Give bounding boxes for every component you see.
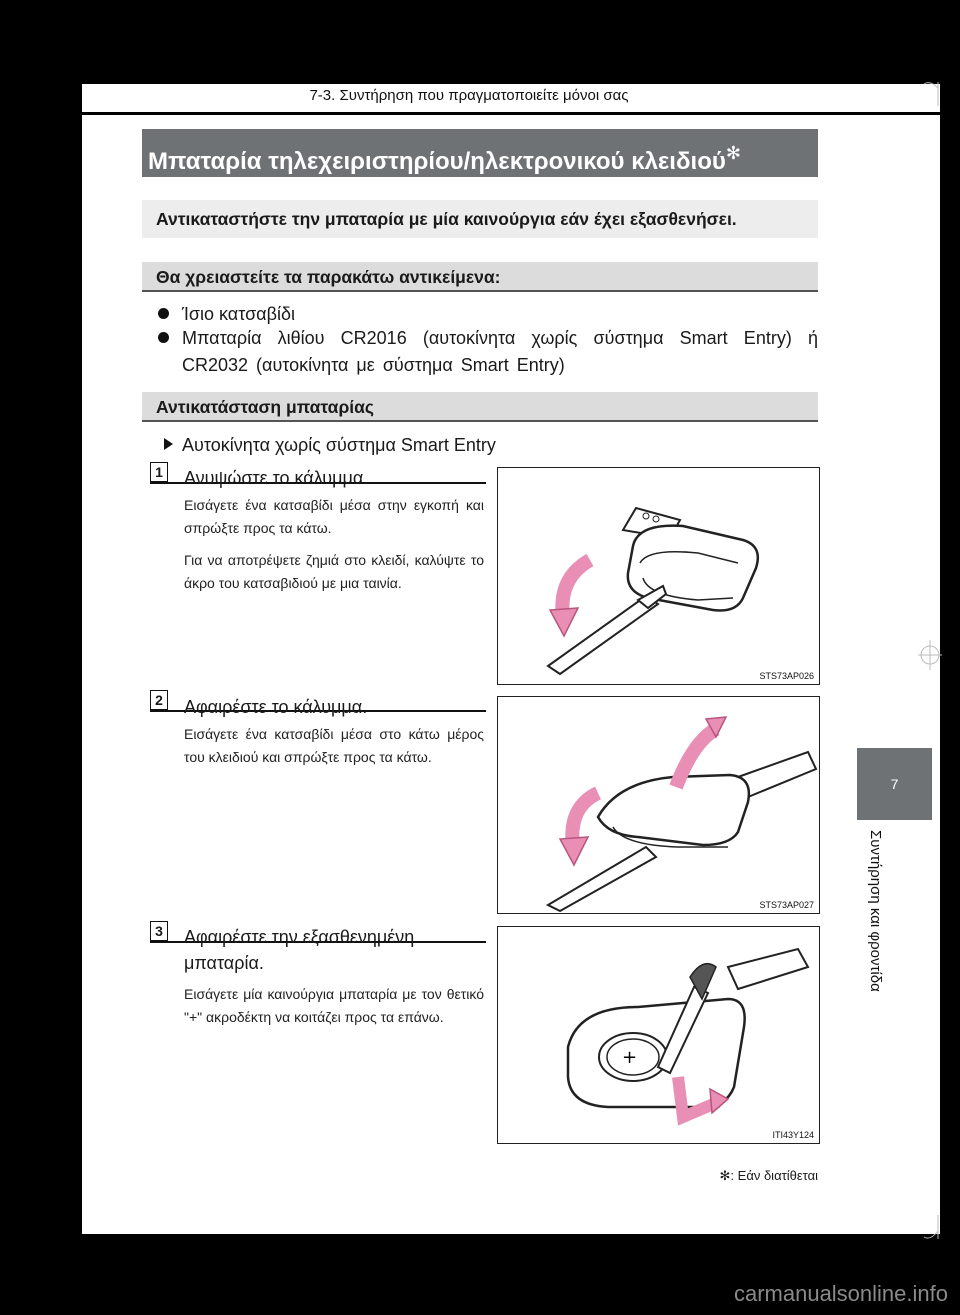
- step-description-para: Εισάγετε ένα κατσαβίδι μέσα στην εγκοπή και σπρώξτε προς τα κάτω.: [184, 497, 484, 536]
- needed-item-text: Ίσιο κατσαβίδι: [182, 304, 295, 324]
- step-title: Αφαιρέστε το κάλυμμα.: [184, 697, 368, 717]
- step-figure: [497, 696, 820, 914]
- step-number: 1: [150, 462, 168, 482]
- watermark: carmanualsonline.info: [733, 1281, 948, 1306]
- step-description: [184, 494, 484, 604]
- triangle-bullet-icon: [164, 438, 173, 450]
- step-number: 2: [150, 690, 168, 710]
- step-description-para: Για να αποτρέψετε ζημιά στο κλειδί, καλύψτε το άκρο του κατσαβιδιού με μια ταινία.: [184, 552, 484, 591]
- key-fob-cover-removal-illustration: [498, 697, 819, 913]
- replacement-heading: Αντικατάσταση μπαταρίας: [142, 392, 818, 422]
- running-head: 7-3. Συντήρηση που πραγματοποιείτε μόνοι σας: [309, 87, 629, 104]
- step-description: [184, 723, 484, 778]
- needed-item: [158, 301, 818, 328]
- figure-code: ITI43Y124: [772, 1130, 814, 1140]
- key-fob-lift-illustration: [498, 468, 819, 684]
- step-description-para: Εισάγετε ένα κατσαβίδι μέσα στο κάτω μέρος του κλειδιού και σπρώξτε προς τα κάτω.: [184, 726, 484, 765]
- crosshair-icon: [918, 640, 942, 670]
- bullet-icon: [158, 308, 169, 319]
- page-title: [142, 129, 818, 177]
- step-number: 3: [150, 921, 168, 941]
- battery-replacement-illustration: [498, 927, 819, 1143]
- registration-mark-icon: [922, 1215, 944, 1241]
- page-title-text: Μπαταρία τηλεχειριστηρίου/ηλεκτρονικού κλειδιού: [148, 148, 726, 175]
- vehicle-variant: [164, 433, 496, 457]
- step-description-para: Εισάγετε μία καινούργια μπαταρία με τον θετικό "+" ακροδέκτη να κοιτάζει προς τα επάνω.: [184, 986, 484, 1025]
- availability-mark: ✻: [725, 143, 741, 163]
- needed-items-heading: Θα χρειαστείτε τα παρακάτω αντικείμενα:: [142, 262, 818, 292]
- step-figure: [497, 926, 820, 1144]
- svg-text:+: +: [622, 1047, 638, 1068]
- step-description: [184, 983, 484, 1038]
- figure-code: STS73AP026: [759, 671, 814, 681]
- bullet-icon: [158, 332, 169, 343]
- chapter-side-title: Συντήρηση και φροντίδα: [867, 830, 884, 992]
- step-title: Ανυψώστε το κάλυμμα.: [184, 468, 369, 488]
- step-title: Αφαιρέστε την εξασθενημένη μπαταρία.: [184, 927, 415, 973]
- vehicle-variant-text: Αυτοκίνητα χωρίς σύστημα Smart Entry: [182, 435, 496, 455]
- registration-mark-icon: [922, 80, 944, 106]
- figure-code: STS73AP027: [759, 900, 814, 910]
- footnote: ✻: Εάν διατίθεται: [719, 1168, 818, 1183]
- step-figure: [497, 467, 820, 685]
- chapter-tab: 7: [857, 748, 932, 820]
- needed-item-text: Μπαταρία λιθίου CR2016 (αυτοκίνητα χωρίς σύστημα Smart Entry) ή CR2032 (αυτοκίνητα με σύστημα Smart Entry): [182, 328, 818, 375]
- header-rule: [82, 112, 940, 115]
- needed-item: [158, 325, 818, 379]
- lead-text: Αντικαταστήστε την μπαταρία με μία καινούργια εάν έχει εξασθενήσει.: [142, 200, 818, 238]
